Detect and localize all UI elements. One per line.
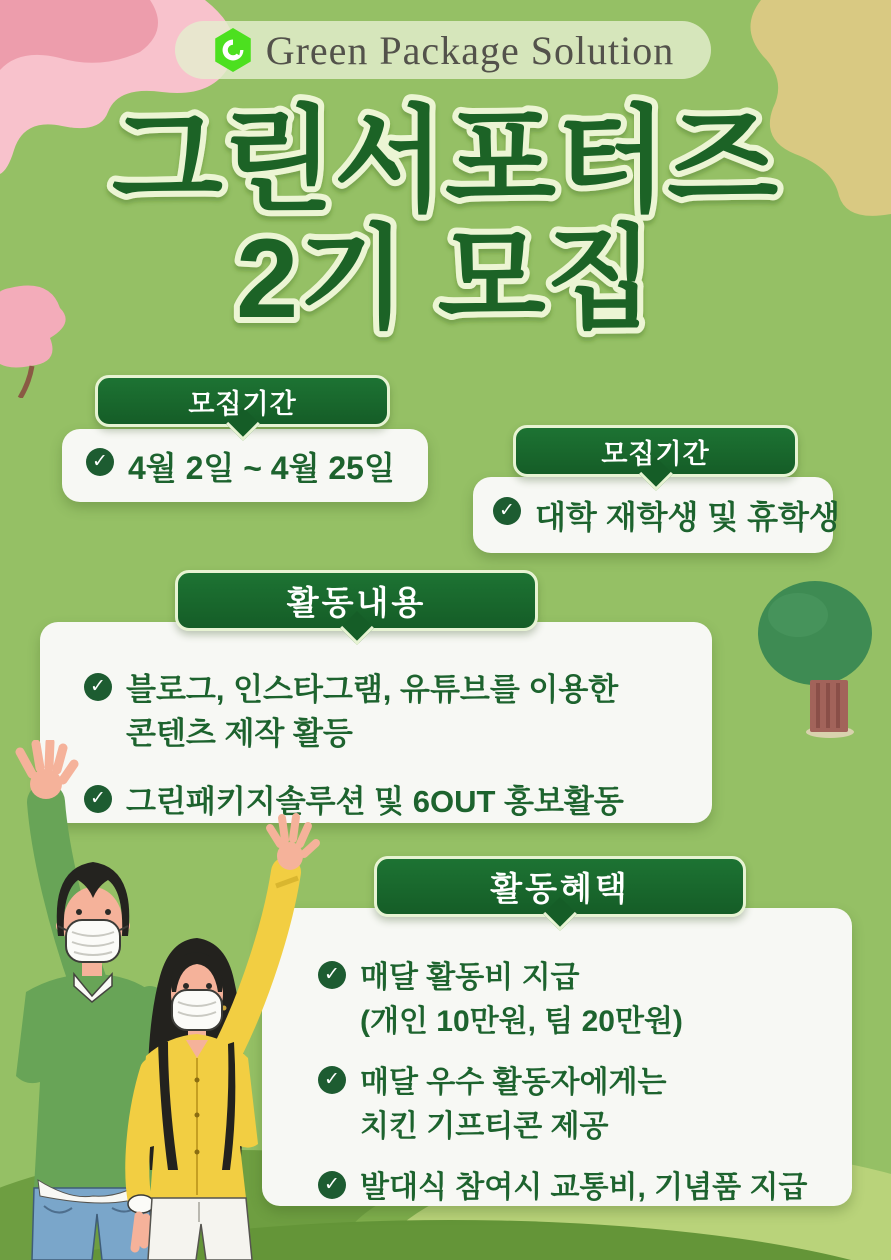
check-icon: ✓ bbox=[493, 497, 521, 525]
recruit-target-value: 대학 재학생 및 휴학생 bbox=[535, 499, 840, 535]
check-icon: ✓ bbox=[86, 448, 114, 476]
check-icon: ✓ bbox=[84, 785, 112, 813]
benefit-line: 매달 우수 활동자에게는 bbox=[360, 1066, 667, 1099]
activity-line: 블로그, 인스타그램, 유튜브를 이용한 bbox=[126, 672, 619, 707]
recruit-period-value: 4월 2일 ~ 4월 25일 bbox=[128, 449, 395, 486]
badge-activity-benefits: 활동혜택 bbox=[374, 856, 746, 917]
title-line-2: 2기 모집 bbox=[236, 216, 654, 341]
list-item bbox=[84, 668, 692, 756]
check-icon: ✓ bbox=[318, 1171, 346, 1199]
poster-title bbox=[0, 85, 891, 345]
benefit-line: 치킨 기프티콘 제공 bbox=[360, 1109, 609, 1143]
activity-content-card bbox=[40, 622, 712, 823]
activity-line: 그린패키지솔루션 및 6OUT 홍보활동 bbox=[126, 784, 624, 820]
check-icon: ✓ bbox=[318, 1066, 346, 1094]
list-item bbox=[318, 1166, 836, 1210]
recruit-period-card bbox=[62, 429, 428, 502]
list-item bbox=[318, 956, 836, 1043]
check-icon: ✓ bbox=[318, 961, 346, 989]
list-item bbox=[493, 492, 840, 538]
benefit-line: 발대식 참여시 교통비, 기념품 지급 bbox=[360, 1171, 808, 1204]
list-item bbox=[84, 780, 692, 824]
benefit-line: (개인 10만원, 팀 20만원) bbox=[360, 1004, 683, 1038]
hexagon-leaf-logo-icon bbox=[212, 27, 254, 73]
green-tree bbox=[740, 570, 891, 750]
activity-line: 콘텐츠 제작 활등 bbox=[126, 716, 353, 752]
badge-recruit-target: 모집기간 bbox=[513, 425, 798, 477]
check-icon: ✓ bbox=[84, 673, 112, 701]
activity-benefits-card bbox=[262, 908, 852, 1206]
logo-pill bbox=[175, 21, 711, 79]
benefit-line: 매달 활동비 지급 bbox=[360, 961, 580, 994]
brand-name: Green Package Solution bbox=[265, 27, 675, 73]
list-item bbox=[86, 443, 395, 489]
badge-recruit-period: 모집기간 bbox=[95, 375, 390, 427]
list-item bbox=[318, 1061, 836, 1148]
badge-activity-content: 활동내용 bbox=[175, 570, 538, 631]
title-line-1: 그린서포터즈 bbox=[111, 97, 779, 225]
